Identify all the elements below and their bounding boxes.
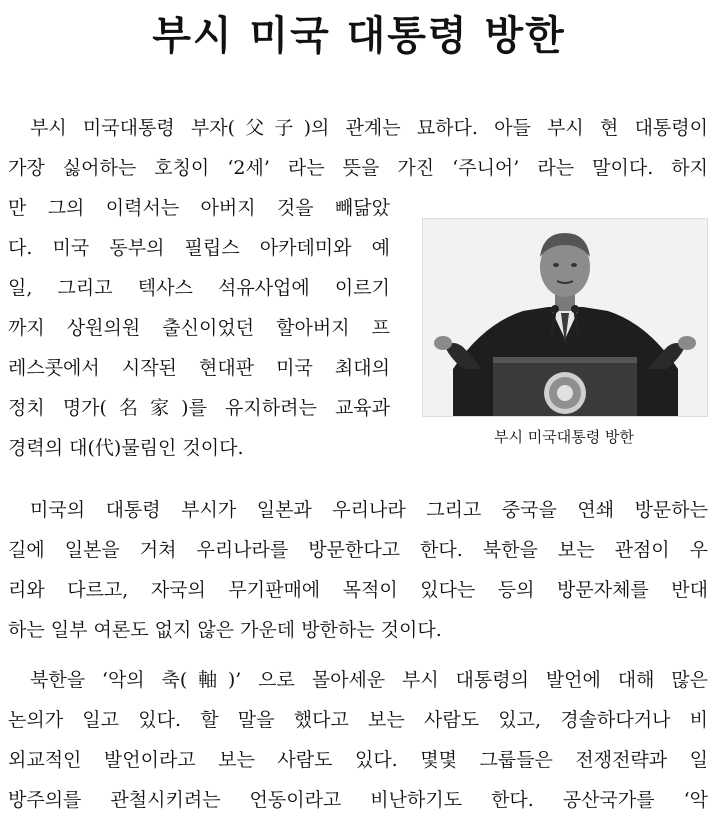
president-at-podium-photo-icon xyxy=(423,219,707,416)
paragraph-line: 미국의 대통령 부시가 일본과 우리나라 그리고 중국을 연쇄 방문하는 xyxy=(30,499,708,521)
paragraph-line: 레스콧에서 시작된 현대판 미국 최대의 xyxy=(8,357,390,379)
paragraph-line: 논의가 일고 있다. 할 말을 했다고 보는 사람도 있고, 경솔하다거나 비 xyxy=(8,709,708,731)
paragraph-line: 가장 싫어하는 호칭이 ‘2세’ 라는 뜻을 가진 ‘주니어’ 라는 말이다. 하지 xyxy=(8,157,708,179)
paragraph-line: 북한을 ‘악의 축(軸)’ 으로 몰아세운 부시 대통령의 발언에 대해 많은 xyxy=(30,669,708,691)
paragraph-line: 만 그의 이력서는 아버지 것을 빼닮았 xyxy=(8,197,390,219)
paragraph-line: 부시 미국대통령 부자(父子)의 관계는 묘하다. 아들 부시 현 대통령이 xyxy=(30,117,708,139)
article-title: 부시 미국 대통령 방한 xyxy=(152,12,566,59)
photo-caption: 부시 미국대통령 방한 xyxy=(494,428,634,446)
paragraph-line: 외교적인 발언이라고 보는 사람도 있다. 몇몇 그룹들은 전쟁전략과 일 xyxy=(8,749,708,771)
paragraph-line: 길에 일본을 거쳐 우리나라를 방문한다고 한다. 북한을 보는 관점이 우 xyxy=(8,539,708,561)
president-photo xyxy=(422,218,708,417)
paragraph-line: 다. 미국 동부의 필립스 아카데미와 예 xyxy=(8,237,390,259)
paragraph-line: 리와 다르고, 자국의 무기판매에 목적이 있다는 등의 방문자체를 반대 xyxy=(8,579,708,601)
paragraph-line: 일, 그리고 텍사스 석유사업에 이르기 xyxy=(8,277,390,299)
paragraph-line: 하는 일부 여론도 없지 않은 가운데 방한하는 것이다. xyxy=(8,619,442,641)
paragraph-line: 방주의를 관철시키려는 언동이라고 비난하기도 한다. 공산국가를 ‘악 xyxy=(8,789,708,811)
paragraph-line: 정치 명가(名家)를 유지하려는 교육과 xyxy=(8,397,390,419)
paragraph-line: 경력의 대(代)물림인 것이다. xyxy=(8,437,244,459)
paragraph-line: 까지 상원의원 출신이었던 할아버지 프 xyxy=(8,317,390,339)
